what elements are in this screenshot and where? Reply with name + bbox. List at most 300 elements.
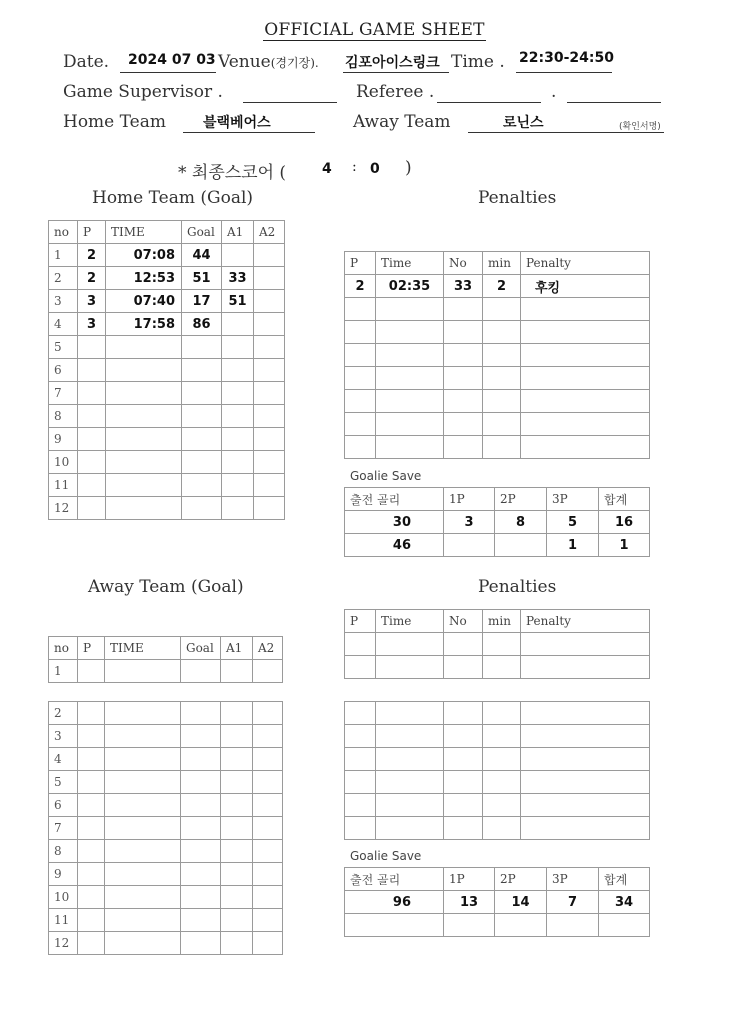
penalty-cell-p[interactable] (345, 413, 376, 436)
goal-cell-a1[interactable] (222, 336, 254, 359)
goal-cell-time[interactable]: 12:53 (106, 267, 182, 290)
penalty-cell-time[interactable] (376, 321, 444, 344)
penalty-cell-no[interactable] (444, 633, 483, 656)
goal-cell-time[interactable] (105, 794, 181, 817)
home-goals-title: Home Team (Goal) (92, 188, 254, 208)
goal-cell-a2[interactable] (254, 290, 285, 313)
goal-cell-time[interactable] (106, 359, 182, 382)
penalty-cell-penalty[interactable] (521, 771, 650, 794)
goal-cell-a2[interactable] (253, 794, 283, 817)
goal-cell-goal[interactable] (182, 382, 222, 405)
penalty-cell-no[interactable] (444, 656, 483, 679)
penalty-cell-p[interactable] (345, 817, 376, 840)
away-penalties-table-top (344, 609, 650, 679)
goal-cell-goal[interactable] (181, 771, 221, 794)
goal-cell-no: 6 (49, 359, 78, 382)
goal-cell-a1[interactable] (222, 428, 254, 451)
goal-cell-no: 2 (49, 267, 78, 290)
penalty-cell-penalty[interactable] (521, 633, 650, 656)
goalie-save-cell-total[interactable] (599, 914, 650, 937)
goalie-save-cell-goalie[interactable] (345, 914, 444, 937)
home-goals-table (48, 220, 285, 520)
home-team-value[interactable]: 블랙베어스 (203, 115, 271, 131)
goal-row (49, 451, 285, 474)
penalty-cell-penalty[interactable] (521, 794, 650, 817)
penalty-row (345, 748, 650, 771)
goalie-save-cell-goalie[interactable]: 96 (345, 891, 444, 914)
goalie-save-cell-p1[interactable] (444, 914, 495, 937)
penalty-row (345, 390, 650, 413)
goal-cell-a1[interactable] (222, 474, 254, 497)
goal-cell-a1[interactable] (221, 771, 253, 794)
goal-cell-time[interactable] (105, 660, 181, 683)
goal-cell-no: 3 (49, 290, 78, 313)
goal-cell-p[interactable]: 3 (78, 313, 106, 336)
goal-cell-a1[interactable] (221, 748, 253, 771)
penalty-cell-no[interactable] (444, 413, 483, 436)
goal-cell-goal[interactable]: 51 (182, 267, 222, 290)
penalty-cell-penalty[interactable] (521, 725, 650, 748)
goal-cell-a2[interactable] (254, 313, 285, 336)
penalty-cell-no[interactable]: 33 (444, 275, 483, 298)
goal-row (49, 771, 283, 794)
column-header-min: min (483, 610, 521, 633)
penalty-cell-no[interactable] (444, 817, 483, 840)
goal-cell-a2[interactable] (253, 771, 283, 794)
away-goals-table-bottom (48, 701, 283, 955)
penalty-row (345, 633, 650, 656)
goal-cell-a1[interactable] (222, 497, 254, 520)
goal-cell-a2[interactable] (254, 382, 285, 405)
penalty-cell-no[interactable] (444, 702, 483, 725)
goal-cell-goal[interactable]: 86 (182, 313, 222, 336)
goalie-save-cell-goalie[interactable]: 46 (345, 534, 444, 557)
goal-cell-time[interactable] (106, 451, 182, 474)
goal-cell-a1[interactable] (221, 817, 253, 840)
goal-cell-goal[interactable] (182, 451, 222, 474)
final-score-label: * 최종스코어 ( (178, 163, 287, 183)
goal-cell-a2[interactable] (253, 702, 283, 725)
goal-cell-a2[interactable] (254, 267, 285, 290)
penalty-cell-p[interactable] (345, 298, 376, 321)
penalty-cell-min[interactable] (483, 794, 521, 817)
goal-cell-time[interactable] (105, 817, 181, 840)
penalty-cell-time[interactable] (376, 344, 444, 367)
penalty-cell-penalty[interactable] (521, 436, 650, 459)
column-header-no: no (49, 637, 78, 660)
goal-cell-no: 5 (49, 336, 78, 359)
goalie-save-cell-p3[interactable]: 1 (547, 534, 599, 557)
penalty-cell-no[interactable] (444, 748, 483, 771)
penalty-cell-min[interactable] (483, 633, 521, 656)
penalty-cell-p[interactable] (345, 367, 376, 390)
goal-cell-a1[interactable] (222, 313, 254, 336)
penalty-cell-no[interactable] (444, 344, 483, 367)
goal-cell-a2[interactable] (253, 909, 283, 932)
penalty-cell-min[interactable] (483, 817, 521, 840)
goal-cell-time[interactable]: 07:40 (106, 290, 182, 313)
penalty-cell-min[interactable] (483, 413, 521, 436)
goal-cell-goal[interactable] (182, 474, 222, 497)
date-value[interactable]: 2024 07 03 (128, 52, 216, 68)
penalty-cell-time[interactable] (376, 817, 444, 840)
penalty-row (345, 413, 650, 436)
goal-cell-a2[interactable] (254, 451, 285, 474)
penalty-cell-penalty[interactable]: 후킹 (521, 275, 650, 298)
goal-cell-a2[interactable] (253, 863, 283, 886)
goal-cell-goal[interactable] (181, 840, 221, 863)
goal-row (49, 497, 285, 520)
goal-cell-a2[interactable] (254, 336, 285, 359)
goal-row (49, 660, 283, 683)
goal-cell-p[interactable] (78, 840, 105, 863)
column-header-a1: A1 (221, 637, 253, 660)
penalty-cell-penalty[interactable] (521, 390, 650, 413)
goalie-save-cell-p2[interactable]: 8 (495, 511, 547, 534)
column-header-time: Time (376, 610, 444, 633)
column-header-p: P (345, 252, 376, 275)
goal-cell-a2[interactable] (253, 660, 283, 683)
column-header-a1: A1 (222, 221, 254, 244)
goal-cell-p[interactable] (78, 428, 106, 451)
penalty-cell-time[interactable] (376, 633, 444, 656)
goal-cell-p[interactable] (78, 382, 106, 405)
goal-cell-goal[interactable] (182, 497, 222, 520)
goal-cell-a2[interactable] (253, 748, 283, 771)
goal-cell-goal[interactable] (182, 405, 222, 428)
goal-cell-a1[interactable] (222, 405, 254, 428)
goalie-save-row (345, 914, 650, 937)
goal-cell-goal[interactable] (181, 909, 221, 932)
goal-cell-goal[interactable] (181, 748, 221, 771)
goal-cell-a2[interactable] (254, 244, 285, 267)
goal-cell-p[interactable] (78, 932, 105, 955)
penalty-cell-min[interactable] (483, 436, 521, 459)
goal-cell-a2[interactable] (253, 840, 283, 863)
penalty-row (345, 725, 650, 748)
goalie-save-cell-p3[interactable]: 7 (547, 891, 599, 914)
goal-row (49, 886, 283, 909)
goalie-save-cell-p1[interactable] (444, 534, 495, 557)
goalie-save-cell-p1[interactable]: 13 (444, 891, 495, 914)
goal-cell-a2[interactable] (254, 474, 285, 497)
penalty-cell-no[interactable] (444, 794, 483, 817)
date-label: Date. (63, 52, 110, 72)
goal-cell-time[interactable] (105, 702, 181, 725)
penalty-cell-min[interactable] (483, 771, 521, 794)
goal-cell-a1[interactable] (222, 382, 254, 405)
penalty-cell-penalty[interactable] (521, 298, 650, 321)
penalty-cell-no[interactable] (444, 436, 483, 459)
goal-cell-a2[interactable] (254, 359, 285, 382)
table-header-row (49, 221, 285, 244)
goal-cell-goal[interactable] (181, 932, 221, 955)
penalty-cell-no[interactable] (444, 390, 483, 413)
goal-cell-p[interactable] (78, 725, 105, 748)
goal-row (49, 863, 283, 886)
document-title: OFFICIAL GAME SHEET (264, 20, 485, 40)
penalty-cell-min[interactable] (483, 367, 521, 390)
penalty-cell-no[interactable] (444, 725, 483, 748)
penalty-cell-penalty[interactable] (521, 748, 650, 771)
penalty-cell-penalty[interactable] (521, 344, 650, 367)
goalie-save-cell-goalie[interactable]: 30 (345, 511, 444, 534)
goal-cell-no: 10 (49, 451, 78, 474)
column-header-no: No (444, 610, 483, 633)
goal-cell-p[interactable]: 2 (78, 267, 106, 290)
goal-row (49, 290, 285, 313)
penalty-cell-penalty[interactable] (521, 413, 650, 436)
goal-cell-no: 9 (49, 428, 78, 451)
goal-cell-a1[interactable] (222, 244, 254, 267)
penalty-row (345, 817, 650, 840)
referee2-field[interactable] (567, 102, 661, 103)
penalty-cell-p[interactable] (345, 794, 376, 817)
time-underline (516, 72, 612, 73)
goal-cell-p[interactable] (78, 359, 106, 382)
penalty-cell-time[interactable] (376, 298, 444, 321)
penalty-cell-min[interactable] (483, 702, 521, 725)
goal-cell-p[interactable] (78, 794, 105, 817)
penalty-cell-p[interactable] (345, 771, 376, 794)
goal-cell-no: 4 (49, 748, 78, 771)
goalie-save-cell-p2[interactable] (495, 534, 547, 557)
goal-cell-time[interactable] (105, 748, 181, 771)
goal-cell-time[interactable] (105, 725, 181, 748)
penalty-cell-penalty[interactable] (521, 321, 650, 344)
goal-cell-goal[interactable] (182, 336, 222, 359)
goal-cell-p[interactable] (78, 497, 106, 520)
table-header-row (345, 252, 650, 275)
goal-cell-no: 6 (49, 794, 78, 817)
goal-cell-time[interactable] (105, 909, 181, 932)
goal-cell-a2[interactable] (254, 428, 285, 451)
goal-cell-a1[interactable] (221, 660, 253, 683)
goal-cell-time[interactable] (105, 886, 181, 909)
goal-cell-goal[interactable] (182, 359, 222, 382)
goal-cell-goal[interactable] (181, 725, 221, 748)
penalty-cell-p[interactable] (345, 436, 376, 459)
penalty-cell-p[interactable] (345, 633, 376, 656)
goal-cell-a2[interactable] (253, 817, 283, 840)
goalie-save-cell-p2[interactable] (495, 914, 547, 937)
column-header-a2: A2 (254, 221, 285, 244)
goal-cell-a1[interactable] (221, 794, 253, 817)
goal-cell-p[interactable] (78, 817, 105, 840)
home-penalties-table (344, 251, 650, 459)
goal-cell-no: 4 (49, 313, 78, 336)
goal-cell-a1[interactable] (221, 932, 253, 955)
goal-row (49, 817, 283, 840)
goal-cell-a2[interactable] (253, 725, 283, 748)
away-team-value[interactable]: 로닌스 (503, 115, 544, 131)
penalty-cell-time[interactable] (376, 771, 444, 794)
goal-cell-a1[interactable]: 51 (222, 290, 254, 313)
goal-cell-time[interactable]: 17:58 (106, 313, 182, 336)
goal-cell-p[interactable] (78, 886, 105, 909)
away-penalties-title: Penalties (478, 577, 557, 597)
goal-row (49, 428, 285, 451)
penalty-cell-min[interactable] (483, 725, 521, 748)
goal-cell-p[interactable] (78, 748, 105, 771)
penalty-cell-p[interactable] (345, 656, 376, 679)
referee-field[interactable] (437, 102, 541, 103)
venue-label: Venue(경기장). (218, 52, 319, 72)
goal-cell-p[interactable] (78, 336, 106, 359)
goalie-save-row (345, 534, 650, 557)
venue-value[interactable]: 김포아이스링크 (345, 55, 440, 71)
penalty-cell-penalty[interactable] (521, 367, 650, 390)
penalty-cell-min[interactable]: 2 (483, 275, 521, 298)
goal-cell-p[interactable] (78, 451, 106, 474)
penalty-row (345, 321, 650, 344)
penalty-cell-time[interactable] (376, 748, 444, 771)
goal-cell-a1[interactable] (221, 863, 253, 886)
goal-cell-goal[interactable] (182, 428, 222, 451)
goal-cell-a1[interactable] (221, 886, 253, 909)
goalie-save-cell-total[interactable]: 16 (599, 511, 650, 534)
penalty-cell-p[interactable]: 2 (345, 275, 376, 298)
goalie-save-cell-total[interactable]: 1 (599, 534, 650, 557)
goalie-save-cell-p3[interactable] (547, 914, 599, 937)
column-header-total: 합계 (599, 868, 650, 891)
goal-cell-a2[interactable] (254, 405, 285, 428)
away-goals-title: Away Team (Goal) (88, 577, 244, 597)
goal-cell-p[interactable] (78, 909, 105, 932)
penalty-cell-no[interactable] (444, 771, 483, 794)
goal-cell-p[interactable] (78, 474, 106, 497)
penalty-cell-time[interactable] (376, 390, 444, 413)
penalty-cell-p[interactable] (345, 321, 376, 344)
goal-cell-time[interactable] (105, 932, 181, 955)
goal-cell-p[interactable] (78, 702, 105, 725)
column-header-no: No (444, 252, 483, 275)
penalty-cell-min[interactable] (483, 748, 521, 771)
column-header-no: no (49, 221, 78, 244)
away-goals-table-top (48, 636, 283, 683)
column-header-p1: 1P (444, 868, 495, 891)
penalty-cell-min[interactable] (483, 656, 521, 679)
goal-cell-a1[interactable] (221, 702, 253, 725)
goalie-save-row (345, 511, 650, 534)
column-header-p: P (78, 637, 105, 660)
away-goalie-save-title: Goalie Save (350, 849, 422, 863)
penalty-cell-time[interactable] (376, 656, 444, 679)
goal-cell-a1[interactable] (221, 909, 253, 932)
goal-cell-p[interactable] (78, 405, 106, 428)
goal-cell-time[interactable] (106, 382, 182, 405)
goal-cell-goal[interactable] (181, 660, 221, 683)
time-value[interactable]: 22:30-24:50 (519, 50, 614, 66)
away-team-underline (468, 132, 664, 133)
signature-note: (확인서명) (619, 122, 661, 132)
goalie-save-cell-p1[interactable]: 3 (444, 511, 495, 534)
penalty-cell-p[interactable] (345, 702, 376, 725)
goal-cell-a1[interactable]: 33 (222, 267, 254, 290)
penalty-cell-min[interactable] (483, 321, 521, 344)
goal-cell-p[interactable]: 2 (78, 244, 106, 267)
column-header-p2: 2P (495, 488, 547, 511)
penalty-cell-penalty[interactable] (521, 817, 650, 840)
goal-cell-time[interactable] (105, 863, 181, 886)
goal-row (49, 382, 285, 405)
goal-cell-goal[interactable] (181, 863, 221, 886)
goal-cell-time[interactable] (106, 336, 182, 359)
goal-cell-goal[interactable] (181, 886, 221, 909)
goal-cell-no: 11 (49, 909, 78, 932)
penalty-cell-time[interactable]: 02:35 (376, 275, 444, 298)
goal-cell-p[interactable]: 3 (78, 290, 106, 313)
penalty-cell-p[interactable] (345, 390, 376, 413)
goal-cell-time[interactable] (105, 840, 181, 863)
goal-cell-a1[interactable] (222, 451, 254, 474)
goal-cell-time[interactable]: 07:08 (106, 244, 182, 267)
goal-cell-no: 1 (49, 660, 78, 683)
goal-cell-time[interactable] (105, 771, 181, 794)
goal-cell-no: 8 (49, 840, 78, 863)
goal-cell-goal[interactable]: 44 (182, 244, 222, 267)
penalty-cell-penalty[interactable] (521, 702, 650, 725)
penalty-cell-min[interactable] (483, 390, 521, 413)
goal-cell-p[interactable] (78, 771, 105, 794)
goalie-save-cell-total[interactable]: 34 (599, 891, 650, 914)
penalty-cell-no[interactable] (444, 298, 483, 321)
goal-cell-no: 12 (49, 497, 78, 520)
goalie-save-cell-p2[interactable]: 14 (495, 891, 547, 914)
penalty-cell-min[interactable] (483, 344, 521, 367)
goal-cell-time[interactable] (106, 405, 182, 428)
goal-cell-a2[interactable] (253, 886, 283, 909)
goal-cell-time[interactable] (106, 428, 182, 451)
goal-cell-no: 9 (49, 863, 78, 886)
goalie-save-cell-p3[interactable]: 5 (547, 511, 599, 534)
penalty-cell-time[interactable] (376, 367, 444, 390)
penalty-cell-p[interactable] (345, 344, 376, 367)
goal-cell-time[interactable] (106, 497, 182, 520)
goal-cell-goal[interactable] (181, 817, 221, 840)
goal-cell-a1[interactable] (221, 725, 253, 748)
penalty-cell-penalty[interactable] (521, 656, 650, 679)
penalty-cell-time[interactable] (376, 725, 444, 748)
goal-cell-goal[interactable]: 17 (182, 290, 222, 313)
penalty-cell-time[interactable] (376, 413, 444, 436)
penalty-cell-min[interactable] (483, 298, 521, 321)
penalty-cell-no[interactable] (444, 321, 483, 344)
penalty-cell-time[interactable] (376, 794, 444, 817)
referee2-separator: . (551, 82, 557, 102)
goal-cell-a2[interactable] (253, 932, 283, 955)
goal-cell-p[interactable] (78, 660, 105, 683)
goal-cell-goal[interactable] (181, 702, 221, 725)
goal-cell-no: 10 (49, 886, 78, 909)
penalty-cell-p[interactable] (345, 725, 376, 748)
penalty-cell-time[interactable] (376, 436, 444, 459)
penalty-cell-no[interactable] (444, 367, 483, 390)
goal-cell-p[interactable] (78, 863, 105, 886)
supervisor-field[interactable] (243, 102, 337, 103)
goal-cell-a1[interactable] (221, 840, 253, 863)
penalty-cell-time[interactable] (376, 702, 444, 725)
goal-cell-a1[interactable] (222, 359, 254, 382)
column-header-goal: Goal (181, 637, 221, 660)
penalty-cell-p[interactable] (345, 748, 376, 771)
goal-row (49, 725, 283, 748)
goal-cell-time[interactable] (106, 474, 182, 497)
venue-underline (343, 72, 449, 73)
goal-cell-a2[interactable] (254, 497, 285, 520)
home-penalties-title: Penalties (478, 188, 557, 208)
goal-cell-goal[interactable] (181, 794, 221, 817)
